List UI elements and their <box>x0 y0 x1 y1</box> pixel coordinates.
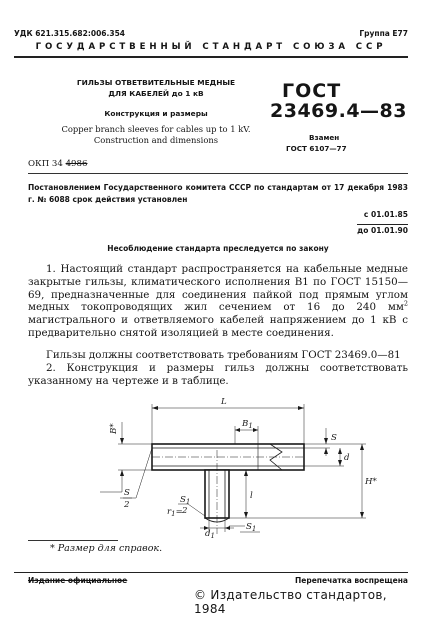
dim-r1: $r_1=$ <box>167 507 183 518</box>
dim-d1: $d_1$ <box>205 529 215 538</box>
reprint-notice: Перепечатка воспрещена <box>294 576 408 585</box>
gost-label: ГОСТ <box>282 80 342 102</box>
dim-l: l <box>250 491 253 501</box>
udk-code: УДК 621.315.682:006.354 <box>14 29 126 38</box>
title-en-line1: Copper branch sleeves for cables up to 1 kV. <box>61 124 251 134</box>
title-ru <box>58 77 254 99</box>
okp-code <box>28 159 87 169</box>
dim-s1: $S_1$ <box>246 522 257 533</box>
okp-number: 4986 <box>65 159 88 169</box>
replaces-label: Взамен <box>309 133 340 142</box>
dim-H: H* <box>365 477 377 487</box>
title-en <box>58 124 254 145</box>
header-rule <box>14 56 408 58</box>
decree-text: Постановлением Государственного комитета СССР по стандартам от 17 декабря 1983 г. № 6088 срок действия установлен <box>28 183 408 204</box>
dim-L: L <box>221 397 227 407</box>
official-edition <box>28 576 127 585</box>
dim-B1: $B_1$ <box>242 419 253 430</box>
sleeve-drawing <box>0 388 422 538</box>
footnote: * Размер для справок. <box>50 543 163 554</box>
title-en-line2: Construction and dimensions <box>93 134 219 145</box>
copyright: © Издательство стандартов, 1984 <box>194 588 387 616</box>
gost-number: 23469.4—83 <box>270 100 407 122</box>
standard-title: ГОСУДАРСТВЕННЫЙ СТАНДАРТ СОЮЗА ССР <box>35 42 387 52</box>
paragraph-1-superscript: 2 <box>403 299 408 308</box>
title-ru-subtitle: Конструкция и размеры <box>104 109 208 118</box>
legal-warning: Несоблюдение стандарта преследуется по закону <box>107 244 329 253</box>
group-code: Группа Е77 <box>359 29 408 38</box>
paragraph-1-text: 1. Настоящий стандарт распространяется на кабельные медные закрытые гильзы, климатического исполнения В1 по ГОСТ 15150—69, предназначенные для соединения пайкой под прямым углом медных токопроводящих жил сечением от 16 до 240 мм <box>28 263 408 314</box>
valid-to: до 01.01.90 <box>357 226 408 235</box>
section-rule <box>28 173 408 174</box>
paragraph-3: 2. Конструкция и размеры гильз должны соответствовать указанному на чертеже и в таблице. <box>28 362 408 387</box>
title-ru-line1: ГИЛЬЗЫ ОТВЕТВИТЕЛЬНЫЕ МЕДНЫЕ <box>76 78 236 87</box>
footnote-rule <box>28 540 118 541</box>
paragraph-1-end: магистрального и ответвляемого кабелей напряжением до 1 кВ с предварительно снятой изоляцией в месте соединения. <box>28 314 408 339</box>
dim-d: d <box>344 453 350 463</box>
dim-B: B* <box>109 423 119 434</box>
footer-rule <box>14 572 408 573</box>
dim-s2-den: 2 <box>124 500 130 510</box>
dim-S: S <box>331 433 337 443</box>
official-edition-text: Издание официальное <box>28 576 128 585</box>
paragraph-2: Гильзы должны соответствовать требованиям ГОСТ 23469.0—81 <box>46 349 401 361</box>
title-ru-line2: ДЛЯ КАБЕЛЕЙ до 1 кВ <box>108 89 204 98</box>
dim-s1-den: 2 <box>182 506 188 516</box>
valid-from: с 01.01.85 <box>363 210 408 219</box>
dim-s2-num: S <box>124 488 130 498</box>
dim-s1-num: $S_1$ <box>180 495 191 506</box>
replaces-standard: ГОСТ 6107—77 <box>286 144 347 153</box>
okp-label: ОКП 34 <box>28 159 63 169</box>
paragraph-1 <box>28 263 408 340</box>
